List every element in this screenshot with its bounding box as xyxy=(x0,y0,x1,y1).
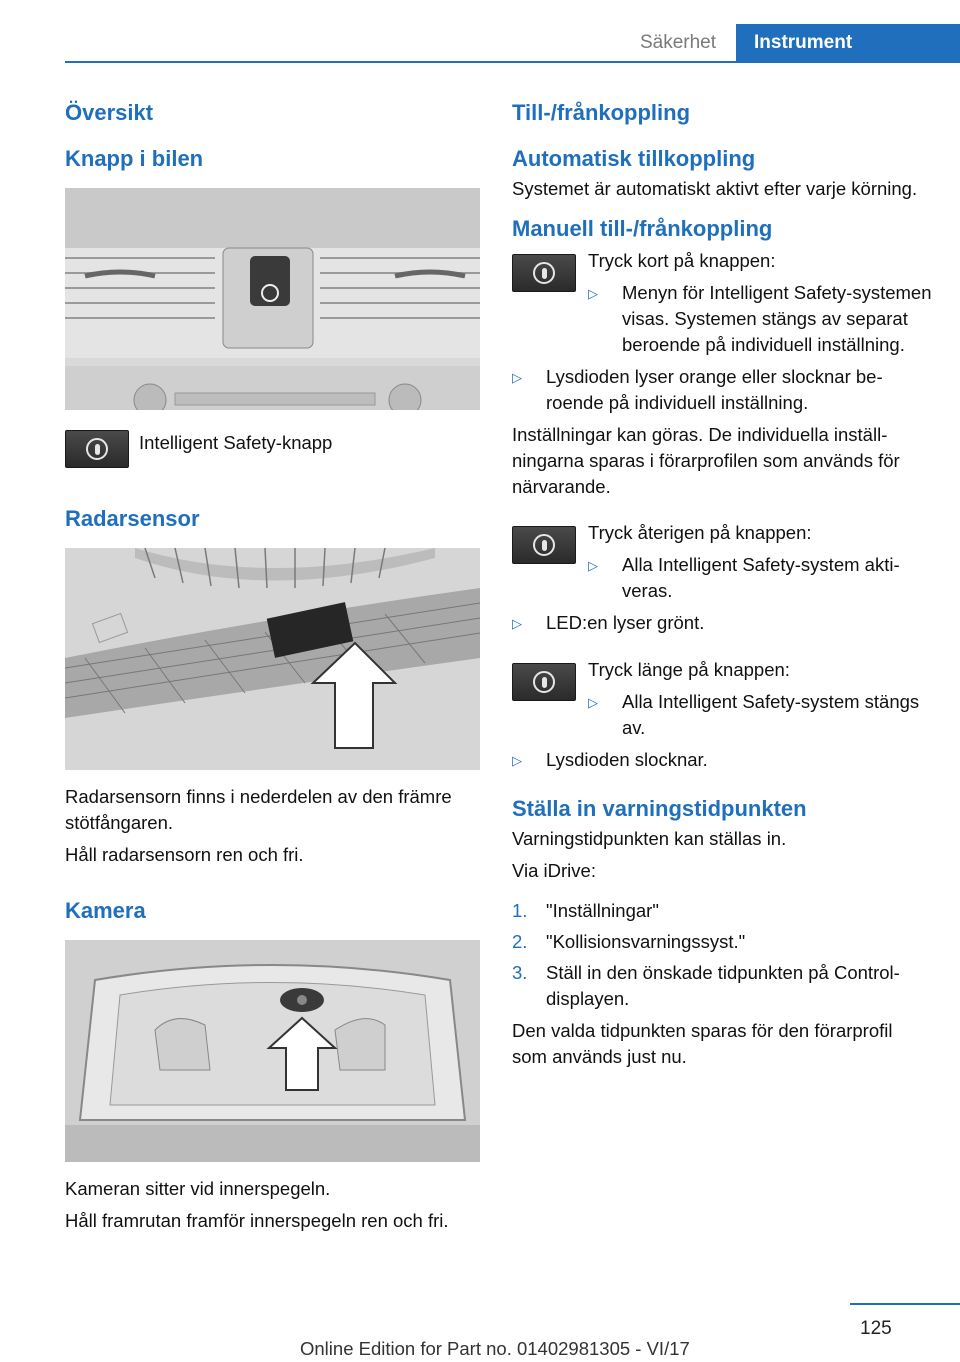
intelligent-safety-button-row xyxy=(65,430,480,468)
camera-keep-clean: Håll framrutan framför innerspegeln ren och fri. xyxy=(65,1210,449,1231)
warn-text: Varningstidpunkten kan ställas in. xyxy=(512,828,787,849)
step-item: 1. "Inställningar" xyxy=(512,900,659,921)
settings-text: Inställningar kan göras. De individuella inställningarna sparas i förarprofilen som används för närvarande. xyxy=(512,424,900,497)
heading-manuell-till-frankoppling: Manuell till-/frånkoppling xyxy=(512,216,773,241)
press-again-row xyxy=(512,520,932,604)
radar-keep-clean: Håll radarsensorn ren och fri. xyxy=(65,844,304,865)
bullet-marker: ▷ xyxy=(512,753,522,768)
intelligent-safety-button-icon xyxy=(512,254,576,292)
camera-description: Kameran sitter vid innerspegeln. xyxy=(65,1178,331,1199)
radar-sensor-photo xyxy=(65,548,480,770)
press-long-text: Tryck länge på knappen: xyxy=(588,659,790,680)
bullet-marker: ▷ xyxy=(588,695,598,710)
footer-rule xyxy=(850,1303,960,1305)
auto-text: Systemet är automatiskt aktivt efter varje körning. xyxy=(512,178,918,199)
heading-radarsensor: Radarsensor xyxy=(65,506,200,531)
intelligent-safety-button-icon xyxy=(512,526,576,564)
bullet-marker: ▷ xyxy=(588,286,598,301)
bullet-item: ▷ LED:en lyser grönt. xyxy=(512,610,932,637)
step-item: 2. "Kollisionsvarningssyst." xyxy=(512,931,746,952)
section-title-oversikt: Översikt xyxy=(65,100,154,125)
header-tab-instrument[interactable]: Instrument xyxy=(736,24,960,61)
press-again-text: Tryck återigen på knappen: xyxy=(588,522,812,543)
bullet-marker: ▷ xyxy=(588,558,598,573)
press-long-row xyxy=(512,657,932,741)
bullet-item: ▷ Lysdioden lyser orange eller slocknar beroende på individuell inställning. xyxy=(512,364,932,416)
header-tab-sakerhet[interactable]: Säkerhet xyxy=(639,31,717,53)
heading-kamera: Kamera xyxy=(65,898,146,923)
steps-list xyxy=(512,898,932,1012)
heading-knapp-i-bilen: Knapp i bilen xyxy=(65,146,204,171)
via-idrive-text: Via iDrive: xyxy=(512,860,596,881)
press-short-text: Tryck kort på knappen: xyxy=(588,250,776,271)
heading-automatisk-tillkoppling: Automatisk tillkoppling xyxy=(512,146,756,171)
radar-description: Radarsensorn finns i nederdelen av den främre stötfångaren. xyxy=(65,786,452,833)
bullet-item: ▷ Alla Intelligent Safety-system aktiveras. xyxy=(588,552,932,604)
button-caption: Intelligent Safety-knapp xyxy=(139,432,333,453)
camera-photo xyxy=(65,940,480,1162)
bullet-item: ▷ Alla Intelligent Safety-system stängs av. xyxy=(588,689,932,741)
dashboard-button-photo xyxy=(65,188,480,410)
intelligent-safety-button-icon xyxy=(512,663,576,701)
left-column xyxy=(65,100,480,1234)
step-item: 3. Ställ in den önskade tidpunkten på Control-displayen. xyxy=(512,962,900,1009)
bullet-item: ▷ Menyn för Intelligent Safety-systemen visas. Systemen stängs av separat beroende på individuell inställning. xyxy=(588,280,932,358)
saved-text: Den valda tidpunkten sparas för den förarprofil som används just nu. xyxy=(512,1020,893,1067)
intelligent-safety-button-icon xyxy=(65,430,129,468)
header-rule xyxy=(65,61,960,63)
page-number: 125 xyxy=(860,1318,892,1339)
edition-text: Online Edition for Part no. 01402981305 - VI/17 xyxy=(300,1338,690,1359)
bullet-marker: ▷ xyxy=(512,370,522,385)
section-title-till-frankoppling: Till-/frånkoppling xyxy=(512,100,691,125)
heading-stalla-in-varningstidpunkten: Ställa in varningstidpunkten xyxy=(512,796,807,821)
bullet-marker: ▷ xyxy=(512,616,522,631)
right-column xyxy=(512,100,932,1070)
press-short-row xyxy=(512,248,932,358)
bullet-item: ▷ Lysdioden slocknar. xyxy=(512,747,932,774)
